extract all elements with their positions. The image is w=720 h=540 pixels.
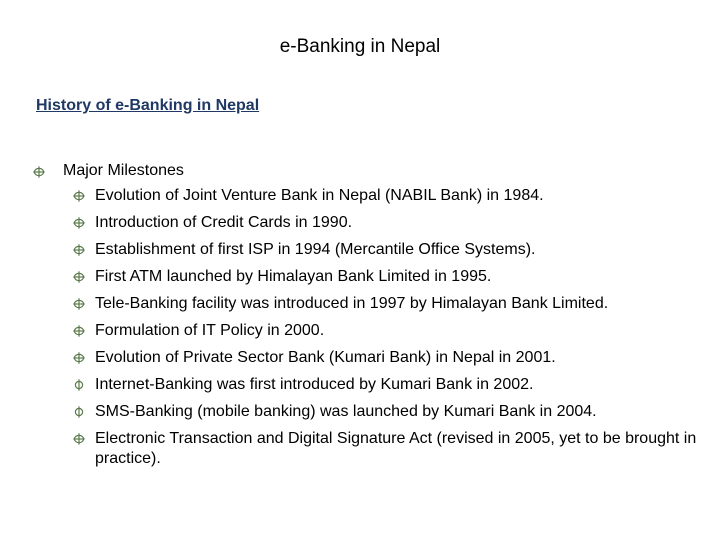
section-subtitle: History of e-Banking in Nepal [36, 97, 260, 114]
phi-icon [73, 379, 85, 391]
milestone-text: Evolution of Private Sector Bank (Kumari Bank) in Nepal in 2001. [95, 349, 556, 366]
milestone-text: First ATM launched by Himalayan Bank Limited in 1995. [95, 268, 492, 285]
list-item [73, 348, 703, 368]
list-item [73, 402, 703, 422]
milestone-text: SMS-Banking (mobile banking) was launched by Kumari Bank in 2004. [95, 403, 597, 420]
milestone-text: Introduction of Credit Cards in 1990. [95, 214, 353, 231]
sun-cross-icon [73, 190, 85, 202]
sun-cross-icon [73, 298, 85, 310]
list-item [73, 213, 703, 233]
milestone-text: Establishment of first ISP in 1994 (Mercantile Office Systems). [95, 241, 536, 258]
sun-cross-icon [73, 271, 85, 283]
sun-cross-icon [33, 166, 45, 178]
slide-title: e-Banking in Nepal [279, 36, 441, 57]
list-item [73, 267, 703, 287]
list-item [73, 294, 703, 314]
list-item [73, 429, 703, 469]
milestone-text: Formulation of IT Policy in 2000. [95, 322, 325, 339]
milestone-text: Tele-Banking facility was introduced in 1997 by Himalayan Bank Limited. [95, 295, 609, 312]
milestone-text: Electronic Transaction and Digital Signature Act (revised in 2005, yet to be brought in practice). [95, 430, 697, 467]
major-milestones-heading: Major Milestones [63, 162, 184, 179]
list-item [73, 321, 703, 341]
sun-cross-icon [73, 433, 85, 445]
sun-cross-icon [73, 352, 85, 364]
sun-cross-icon [73, 244, 85, 256]
milestone-text: Internet-Banking was first introduced by Kumari Bank in 2002. [95, 376, 534, 393]
list-item [73, 240, 703, 260]
milestone-text: Evolution of Joint Venture Bank in Nepal (NABIL Bank) in 1984. [95, 187, 544, 204]
sun-cross-icon [73, 325, 85, 337]
list-item [73, 186, 703, 206]
phi-icon [73, 406, 85, 418]
sun-cross-icon [73, 217, 85, 229]
list-item [73, 375, 703, 395]
milestone-list [73, 186, 703, 476]
